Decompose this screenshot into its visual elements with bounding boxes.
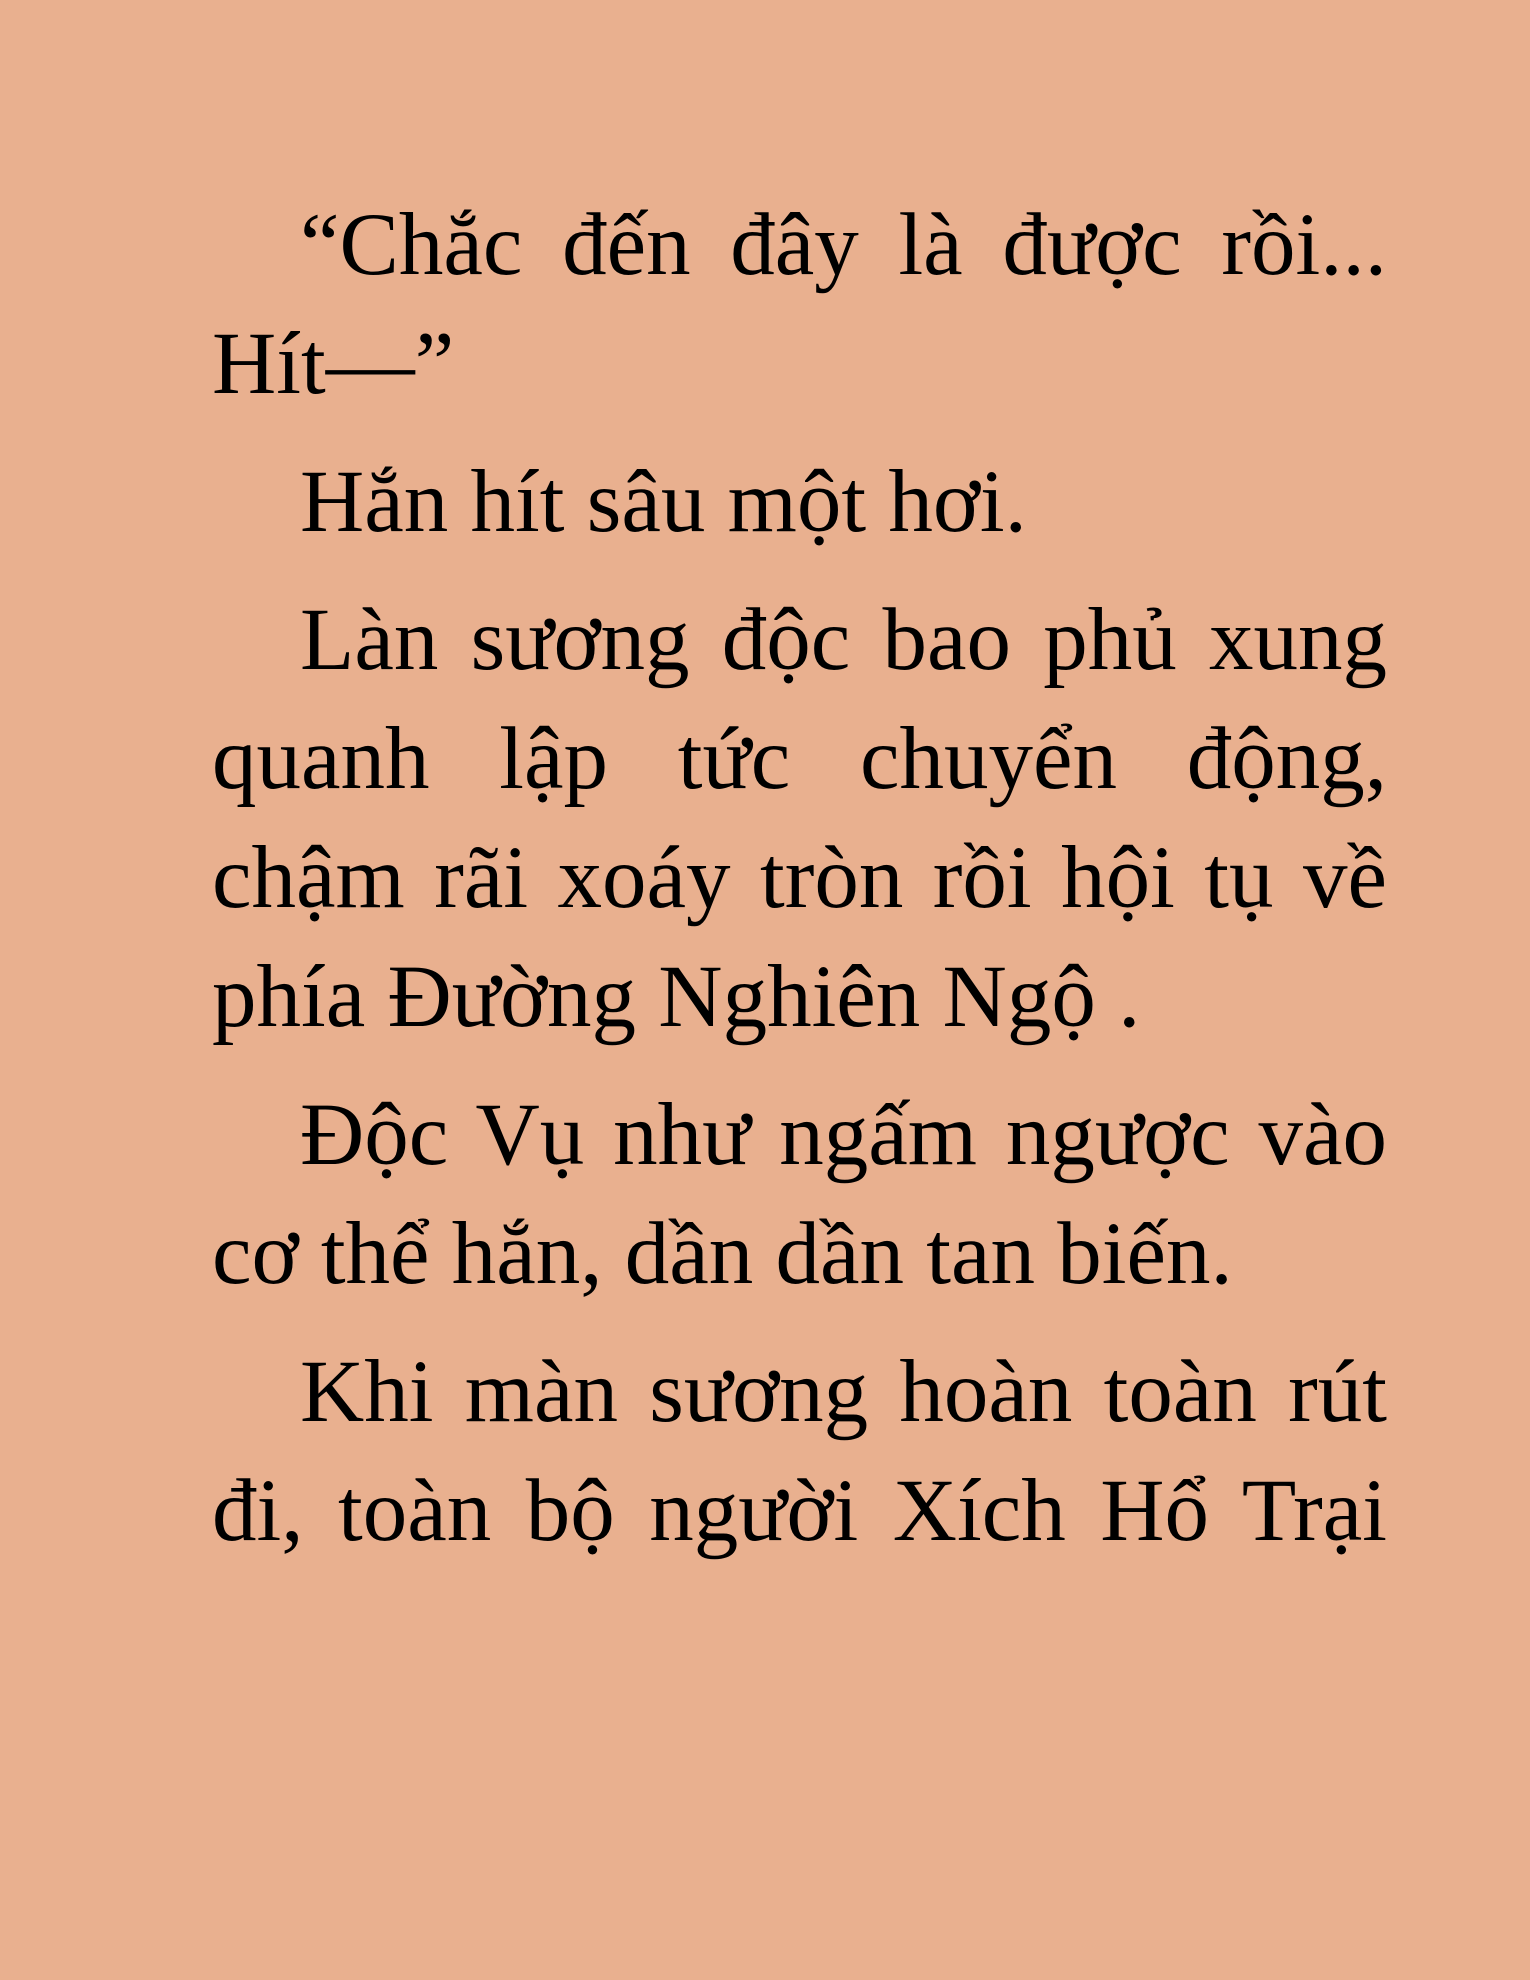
paragraph-3: Làn sương độc bao phủ xung quanh lập tức chuyển động, chậm rãi xoáy tròn rồi hội tụ về phía Đường Nghiên Ngộ . bbox=[212, 591, 1387, 1046]
page-text bbox=[212, 186, 1387, 1590]
paragraph-5: Khi màn sương hoàn toàn rút đi, toàn bộ người Xích Hổ Trại bbox=[212, 1343, 1387, 1560]
paragraph-2: Hắn hít sâu một hơi. bbox=[300, 453, 1027, 551]
paragraph-4: Độc Vụ như ngấm ngược vào cơ thể hắn, dần dần tan biến. bbox=[212, 1086, 1387, 1303]
paragraph-1: “Chắc đến đây là được rồi... Hít—” bbox=[212, 196, 1387, 413]
